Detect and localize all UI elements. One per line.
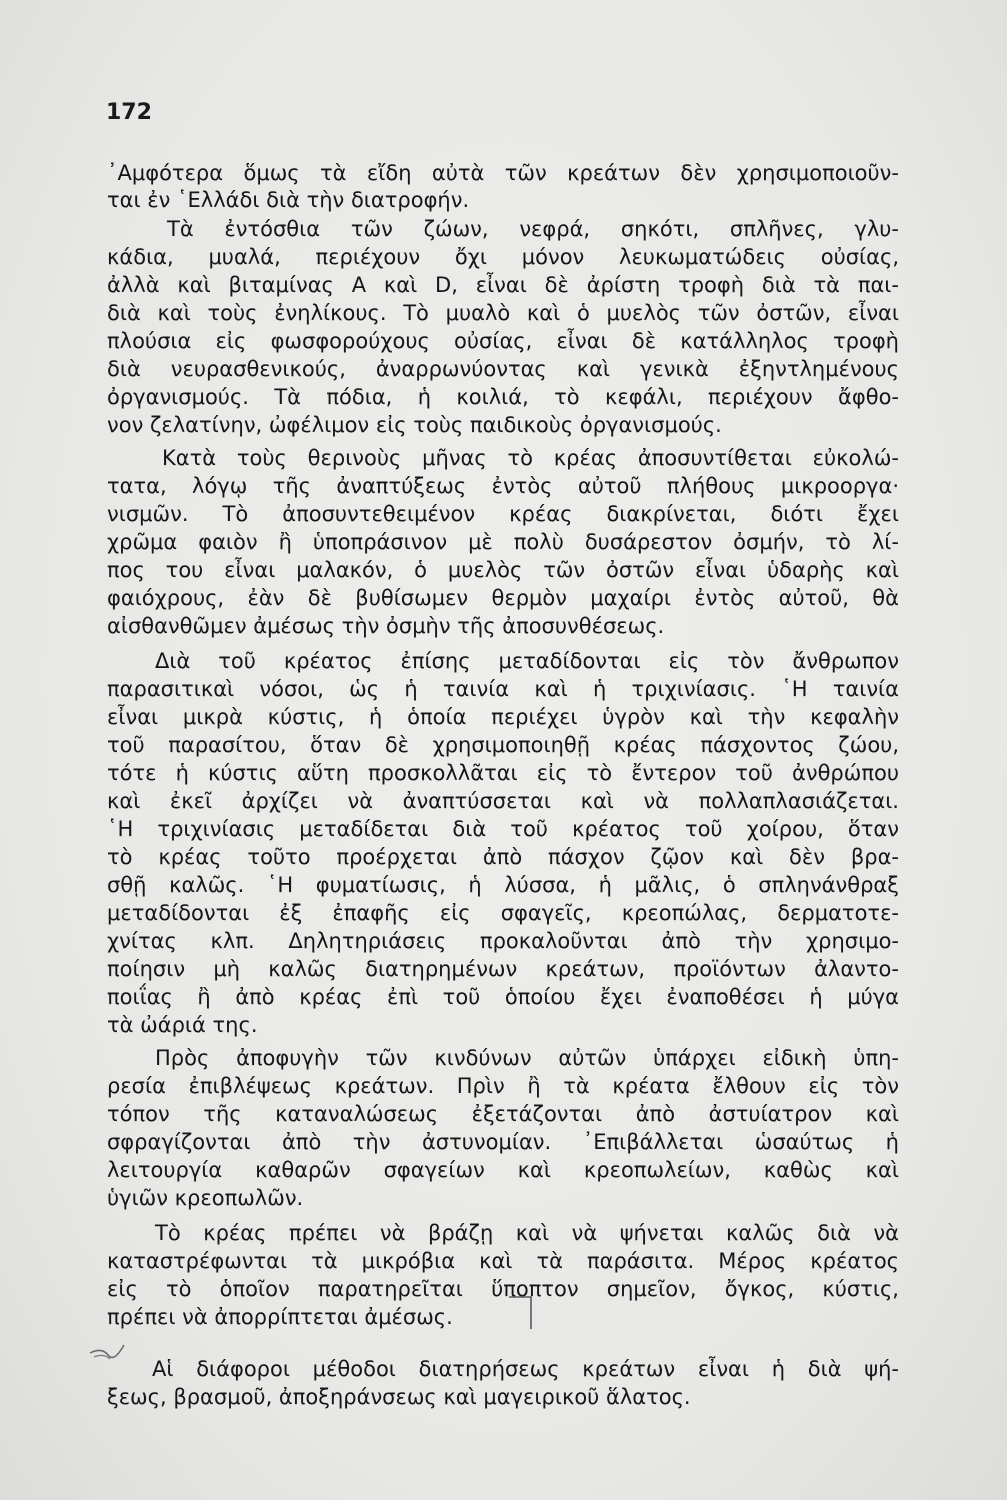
text-line: εἰς τὸ ὁποῖον παρατηρεῖται ὕποπτον σημεῖον, ὄγκος, κύστις, [107, 1277, 899, 1301]
text-line: χρῶμα φαιὸν ἢ ὑποπράσινον μὲ πολὺ δυσάρεστον ὀσμήν, τὸ λί- [107, 530, 899, 554]
text-line: ᾿Αμφότερα ὅμως τὰ εἴδη αὐτὰ τῶν κρεάτων δὲν χρησιμοποιοῦν- [107, 161, 899, 185]
text-line: ρεσία ἐπιβλέψεως κρεάτων. Πρὶν ἢ τὰ κρέατα ἔλθουν εἰς τὸν [107, 1074, 899, 1098]
text-line: Τὰ ἐντόσθια τῶν ζώων, νεφρά, σηκότι, σπλῆνες, γλυ- [167, 217, 899, 241]
text-line: ὀργανισμούς. Τὰ πόδια, ἡ κοιλιά, τὸ κεφάλι, περιέχουν ἄφθο- [107, 385, 899, 409]
text-line: τόπον τῆς καταναλώσεως ἐξετάζονται ἀπὸ ἀστυίατρον καὶ [107, 1102, 899, 1126]
text-line: κάδια, μυαλά, περιέχουν ὄχι μόνον λευκωματώδεις οὐσίας, [107, 245, 899, 269]
text-line: σθῇ καλῶς. ῾Η φυματίωσις, ἡ λύσσα, ἡ μᾶλις, ὁ σπληνάνθραξ [107, 873, 899, 897]
text-line: ἀλλὰ καὶ βιταμίνας A καὶ D, εἶναι δὲ ἀρίστη τροφὴ διὰ τὰ παι- [107, 273, 899, 297]
text-line: τοῦ παρασίτου, ὅταν δὲ χρησιμοποιηθῇ κρέας πάσχοντος ζώου, [107, 733, 899, 757]
text-line: πρέπει νὰ ἀπορρίπτεται ἀμέσως. [107, 1305, 453, 1329]
page-number: 172 [106, 100, 152, 125]
text-line: τὰ ὠάριά της. [107, 1013, 258, 1037]
text-line: καταστρέφωνται τὰ μικρόβια καὶ τὰ παράσιτα. Μέρος κρέατος [107, 1249, 899, 1273]
handwritten-bracket-mark [507, 1293, 537, 1333]
text-line: παρασιτικαὶ νόσοι, ὡς ἡ ταινία καὶ ἡ τριχινίασις. ῾Η ταινία [107, 677, 899, 701]
text-line: τὸ κρέας τοῦτο προέρχεται ἀπὸ πάσχον ζῷον καὶ δὲν βρα- [107, 845, 899, 869]
text-line: πλούσια εἰς φωσφορούχους οὐσίας, εἶναι δὲ κατάλληλος τροφὴ [107, 329, 899, 353]
handwritten-check-mark [88, 1343, 128, 1367]
text-line: ποιΐας ἢ ἀπὸ κρέας ἐπὶ τοῦ ὁποίου ἔχει ἐναποθέσει ἡ μύγα [107, 985, 899, 1009]
text-line: ῾Η τριχινίασις μεταδίδεται διὰ τοῦ κρέατος τοῦ χοίρου, ὅταν [107, 817, 899, 841]
text-line: αἰσθανθῶμεν ἀμέσως τὴν ὀσμὴν τῆς ἀποσυνθέσεως. [107, 614, 665, 638]
text-line: νον ζελατίνην, ὠφέλιμον εἰς τοὺς παιδικοὺς ὀργανισμούς. [107, 413, 722, 437]
text-line: ται ἐν ῾Ελλάδι διὰ τὴν διατροφήν. [107, 188, 470, 212]
text-line: τατα, λόγῳ τῆς ἀναπτύξεως ἐντὸς αὐτοῦ πλήθους μικροοργα· [107, 474, 899, 498]
text-line: σφραγίζονται ἀπὸ τὴν ἀστυνομίαν. ᾿Επιβάλλεται ὡσαύτως ἡ [107, 1130, 899, 1154]
text-line: Διὰ τοῦ κρέατος ἐπίσης μεταδίδονται εἰς τὸν ἄνθρωπον [155, 649, 899, 673]
text-line: εἶναι μικρὰ κύστις, ἡ ὁποία περιέχει ὑγρὸν καὶ τὴν κεφαλὴν [107, 705, 899, 729]
text-line: πος του εἶναι μαλακόν, ὁ μυελὸς τῶν ὀστῶν εἶναι ὑδαρὴς καὶ [107, 558, 899, 582]
text-line: φαιόχρους, ἐὰν δὲ βυθίσωμεν θερμὸν μαχαίρι ἐντὸς αὐτοῦ, θὰ [107, 586, 899, 610]
text-line: νισμῶν. Τὸ ἀποσυντεθειμένον κρέας διακρίνεται, διότι ἔχει [107, 502, 899, 526]
text-line: μεταδίδονται ἐξ ἐπαφῆς εἰς σφαγεῖς, κρεοπώλας, δερματοτε- [107, 901, 899, 925]
text-line: Πρὸς ἀποφυγὴν τῶν κινδύνων αὐτῶν ὑπάρχει εἰδικὴ ὑπη- [155, 1046, 899, 1070]
text-line: ξεως, βρασμοῦ, ἀποξηράνσεως καὶ μαγειρικοῦ ἅλατος. [107, 1385, 691, 1409]
text-line: Κατὰ τοὺς θερινοὺς μῆνας τὸ κρέας ἀποσυντίθεται εὐκολώ- [162, 446, 899, 470]
text-line: Τὸ κρέας πρέπει νὰ βράζῃ καὶ νὰ ψήνεται καλῶς διὰ νὰ [155, 1221, 899, 1245]
text-line: λειτουργία καθαρῶν σφαγείων καὶ κρεοπωλείων, καθὼς καὶ [107, 1158, 899, 1182]
text-line: καὶ ἐκεῖ ἀρχίζει νὰ ἀναπτύσσεται καὶ νὰ πολλαπλασιάζεται. [107, 789, 899, 813]
text-line: ποίησιν μὴ καλῶς διατηρημένων κρεάτων, προϊόντων ἀλαντο- [107, 957, 899, 981]
text-line: Αἱ διάφοροι μέθοδοι διατηρήσεως κρεάτων εἶναι ἡ διὰ ψή- [152, 1357, 899, 1381]
text-line: ὑγιῶν κρεοπωλῶν. [107, 1186, 304, 1210]
text-line: διὰ νευρασθενικούς, ἀναρρωνύοντας καὶ γενικὰ ἐξηντλημένους [107, 357, 899, 381]
text-line: διὰ καὶ τοὺς ἐνηλίκους. Τὸ μυαλὸ καὶ ὁ μυελὸς τῶν ὀστῶν, εἶναι [107, 301, 899, 325]
text-line: τότε ἡ κύστις αὕτη προσκολλᾶται εἰς τὸ ἔντερον τοῦ ἀνθρώπου [107, 761, 899, 785]
text-line: χνίτας κλπ. Δηλητηριάσεις προκαλοῦνται ἀπὸ τὴν χρησιμο- [107, 929, 899, 953]
